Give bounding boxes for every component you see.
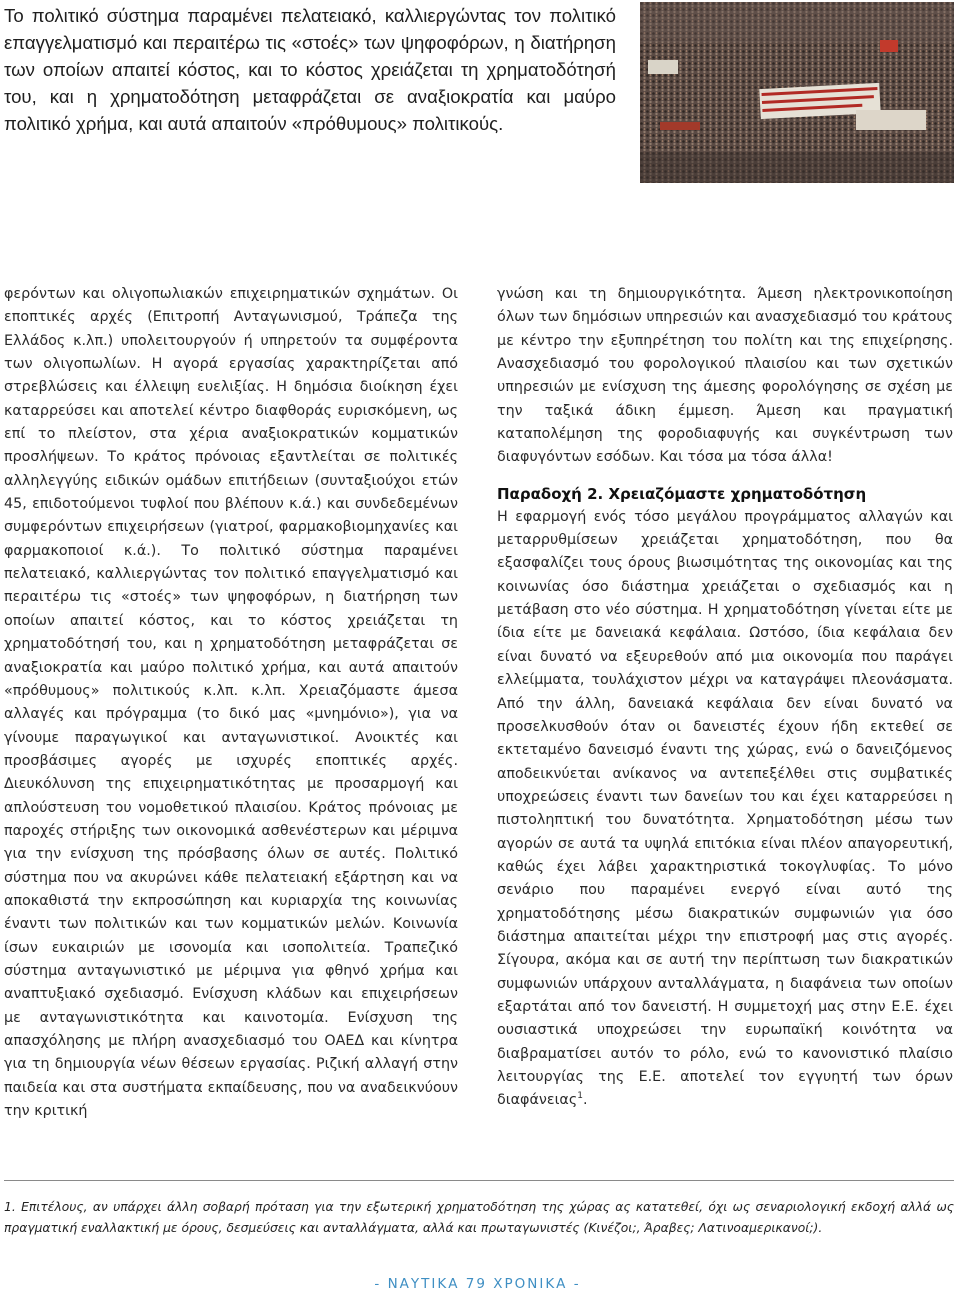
left-column — [4, 283, 458, 1123]
footnote: 1. Επιτέλους, αν υπάρχει άλλη σοβαρή πρόταση για την εξωτερική χρηματοδότηση της χώρας ας κατατεθεί, όχι ως σεναριολογική εκδοχή αλλά ως πραγματική εναλλακτική με όρους, δεσμεύσεις και ανταλλάγματα, αλλά και πρωταγωνιστές (Κινέζοι;, Άραβες; Λατινοαμερικανοί;). — [4, 1200, 954, 1235]
protest-photo-icon — [640, 2, 954, 183]
body-paragraph: γνώση και τη δημιουργικότητα. Άμεση ηλεκτρονικοποίηση όλων των δημόσιων υπηρεσιών και ανασχεδιασμό του κράτους με κέντρο την εξυπηρέτηση του πολίτη και της επιχείρησης. Ανασχεδιασμό του φορολογικού πλαισίου και των σχετικών υπηρεσιών με ενίσχυση της άμεσης φορολόγησης σε σχέση με την ταξικά άδικη έμμεση. Άμεση και πραγματική καταπολέμηση της φοροδιαφυγής και συγκέντρωση των διαφυγόντων εσόδων. Και τόσα μα τόσα άλλα! — [497, 286, 953, 466]
page-footer: - ΝΑΥΤΙΚΑ 79 ΧΡΟΝΙΚΑ - — [374, 1276, 581, 1292]
footnote-divider — [4, 1180, 954, 1181]
footnote-reference[interactable]: 1 — [577, 1091, 583, 1102]
section-heading: Παραδοχή 2. Χρειαζόμαστε χρηματοδότηση — [497, 484, 867, 503]
body-text: Η εφαρμογή ενός τόσο μεγάλου προγράμματος αλλαγών και μεταρρυθμίσεων χρειάζεται χρηματοδότηση, που θα εξασφαλίζει τους όρους βιωσιμότητας της οικονομίας και της κοινωνίας όσο διάστημα χρειάζεται ο σχεδιασμός και η μετάβαση στο νέο σύστημα. Η χρηματοδότηση γίνεται είτε με ίδια είτε με δανειακά κεφάλαια. Ωστόσο, ίδια κεφάλαια δεν είναι δυνατό να εξευρεθούν από μια οικονομία που παράγει ελλείμματα, τουλάχιστον μέχρι να καταγράψει πλεονάσματα. Από την άλλη, δανειακά κεφάλαια δεν είναι δυνατό να προσελκυσθούν όταν οι δανειστές έχουν ήδη εκτεθεί σε εκτεταμένο δανεισμό έναντι της χώρας, ενώ ο δανειζόμενος αποδεικνύεται ανίκανος να αντεπεξέλθει στις συμβατικές υποχρεώσεις έναντι των δανείων του και έχει καταρρεύσει η πιστοληπτική του δυνατότητα. Χρηματοδότηση μέσω των αγορών σε αυτά τα υψηλά επιτόκια είναι πλέον απαγορευτική, καθώς έχει λάβει χαρακτηριστικά τοκογλυφίας. Το μόνο σενάριο που παραμένει ενεργό είναι αυτό της χρηματοδότησης μέσω διακρατικών συμφωνιών για όσο διάστημα απαιτείται μέχρι την επιστροφή μας στις αγορές. Σίγουρα, ακόμα και σε αυτή την περίπτωση των διακρατικών συμφωνιών υπάρχουν ανταλλάγματα, η διαφάνεια των οποίων εξαρτάται από τον δανειστή. Η συμμετοχή μας στην Ε.Ε. έχει ουσιαστικά υποχρεώσει την ευρωπαϊκή κοινότητα να διαβραματίσει αυτόν το ρόλο, ενώ το κανονιστικό πλαίσιο λειτουργίας της Ε.Ε. αποτελεί τον εγγυητή των όρων διαφάνειας — [497, 508, 953, 1109]
body-paragraph: φερόντων και ολιγοπωλιακών επιχειρηματικών σχημάτων. Οι εποπτικές αρχές (Επιτροπή Ανταγωνισμού, Τράπεζα της Ελλάδος κ.λπ.) υπολειτουργούν ή υπηρετούν τα συμφέροντα των ολιγοπωλίων. Η αγορά εργασίας χαρακτηρίζεται από στρεβλώσεις και έλλειψη ευελιξίας. Η δημόσια διοίκηση έχει καταρρεύσει και αποτελεί κέντρο διαφθοράς ευρισκόμενη, ως επί το πλείστον, στα χέρια αναξιοκρατικών κομματικών προσλήψεων. Το κράτος πρόνοιας εξαντλείται σε πολιτικές αλληλεγγύης ειδικών ομάδων επιτήδειων (συνταξιούχοι ετών 45, επιδοτούμενοι τυφλοί που βλέπουν κ.ά.) και συνδεδεμένων συμφερόντων επιχειρήσεων (γιατροί, φαρμακοβιομηχανίες και φαρμακοποιοί κ.ά.). Το πολιτικό σύστημα παραμένει πελατειακό, καλλιεργώντας τον πολιτικό επαγγελματισμό και περαιτέρω τις «στοές» των ψηφοφόρων, η διατήρηση των οποίων απαιτεί κόστος, και το κόστος χρειάζεται τη χρηματοδότησή του, και η χρηματοδότηση μεταφράζεται σε αναξιοκρατία και μαύρο πολιτικό χρήμα, και αυτά απαιτούν «πρόθυμους» πολιτικούς κ.λπ. κ.λπ. Χρειαζόμαστε άμεσα αλλαγές και πρόγραμμα (το δικό μας «μνημόνιο»), για να γίνουμε παραγωγικοί και ανταγωνιστικοί. Ανοικτές και προσβάσιμες αγορές με ισχυρές εποπτικές αρχές. Διευκόλυνση της επιχειρηματικότητας με προσαρμογή και απλούστευση του νομοθετικού πλαισίου. Κράτος πρόνοιας με παροχές στήριξης των οικονομικά ασθενέστερων και μέριμνα για την ενίσχυση της πρόσβασης όλων σε αυτές. Πολιτικό σύστημα που να ακυρώνει κάθε πελατειακή εξάρτηση και να αποκαθιστά την εκπροσώπηση και κυριαρχία της κοινωνίας έναντι των πολιτικών και των κομματικών μελών. Κοινωνία ίσων ευκαιριών με ισονομία και ισοπολιτεία. Τραπεζικό σύστημα ανταγωνιστικό με μέριμνα για φθηνό χρήμα και αναπτυξιακό σχεδιασμό. Ενίσχυση κλάδων και επιχειρήσεων με ανταγωνιστικότητα και καινοτομία. Ενίσχυση της απασχόλησης με πλήρη ανασχεδιασμό του ΟΑΕΔ και κίνητρα για τη δημιουργία νέων θέσεων εργασίας. Ριζική αλλαγή στην παιδεία και στα συστήματα εκπαίδευσης, που να αναδεικνύουν την κριτική — [4, 286, 458, 1120]
right-column — [497, 283, 953, 1113]
body-paragraph: Η εφαρμογή ενός τόσο μεγάλου προγράμματος αλλαγών και μεταρρυθμίσεων χρειάζεται χρηματοδότηση, που θα εξασφαλίζει τους όρους βιωσιμότητας της οικονομίας και της κοινωνίας όσο διάστημα χρειάζεται ο σχεδιασμός και η μετάβαση στο νέο σύστημα. Η χρηματοδότηση γίνεται είτε με ίδια είτε με δανειακά κεφάλαια. Ωστόσο, ίδια κεφάλαια δεν είναι δυνατό να εξευρεθούν από μια οικονομία που παράγει ελλείμματα, τουλάχιστον μέχρι να καταγράψει πλεονάσματα. Από την άλλη, δανειακά κεφάλαια δεν είναι δυνατό να προσελκυσθούν όταν οι δανειστές έχουν ήδη εκτεθεί σε εκτεταμένο δανεισμό έναντι της χώρας, ενώ ο δανειζόμενος αποδεικνύεται ανίκανος να αντεπεξέλθει στις συμβατικές υποχρεώσεις έναντι των δανείων του και έχει καταρρεύσει η πιστοληπτική του δυνατότητα. Χρηματοδότηση μέσω των αγορών σε αυτά τα υψηλά επιτόκια είναι πλέον απαγορευτική, καθώς έχει λάβει χαρακτηριστικά τοκογλυφίας. Το μόνο σενάριο που παραμένει ενεργό είναι αυτό της χρηματοδότησης μέσω διακρατικών συμφωνιών για όσο διάστημα απαιτείται μέχρι την επιστροφή μας στις αγορές. Σίγουρα, ακόμα και σε αυτή την περίπτωση των διακρατικών συμφωνιών υπάρχουν ανταλλάγματα, η διαφάνεια των οποίων εξαρτάται από τον δανειστή. Η συμμετοχή μας στην Ε.Ε. έχει ουσιαστικά υποχρεώσει την ευρωπαϊκή κοινότητα να διαβραματίσει αυτόν το ρόλο, ενώ το κανονιστικό πλαίσιο λειτουργίας της Ε.Ε. αποτελεί τον εγγυητή των όρων διαφάνειας$^1$. — [497, 508, 953, 1109]
pull-quote: Το πολιτικό σύστημα παραμένει πελατειακό, καλλιεργώντας τον πολιτικό επαγγελματισμό και περαιτέρω τις «στοές» των ψηφοφόρων, η διατήρηση των οποίων απαιτεί κόστος, και το κόστος χρειάζεται τη χρηματοδότησή του, και η χρηματοδότηση μεταφράζεται σε αναξιοκρατία και μαύρο πολιτικό χρήμα, και αυτά απαιτούν «πρόθυμους» πολιτικούς. — [4, 5, 616, 134]
